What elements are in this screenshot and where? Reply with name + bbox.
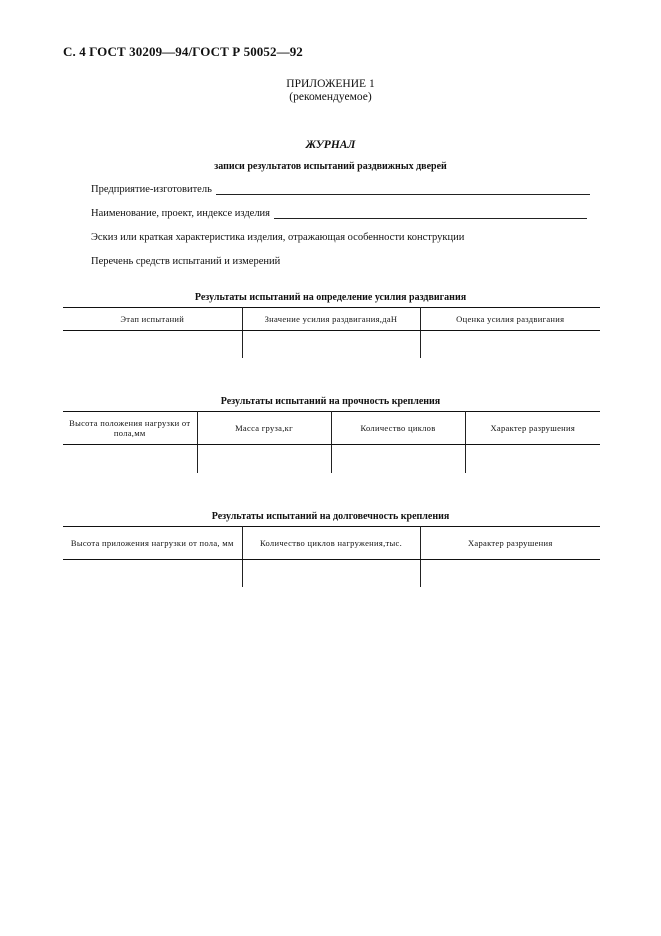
table-header-cell: Характер разрушения <box>420 527 600 560</box>
table1-title: Результаты испытаний на определение усилия раздвигания <box>194 292 467 303</box>
appendix-note: (рекомендуемое) <box>289 91 372 103</box>
table-mount-strength <box>63 411 600 473</box>
journal-subtitle: записи результатов испытаний раздвижных дверей <box>214 161 447 172</box>
table-cell <box>242 331 420 358</box>
field-product-line <box>274 207 587 219</box>
table-header-cell: Количество циклов нагружения,тыс. <box>242 527 420 560</box>
table-opening-force <box>63 307 600 358</box>
field-product <box>91 207 587 219</box>
field-sketch <box>91 232 464 243</box>
journal-title: ЖУРНАЛ <box>305 139 356 151</box>
table-row <box>63 445 600 473</box>
appendix-title: ПРИЛОЖЕНИЕ 1 <box>286 78 375 90</box>
table-header-cell: Масса груза,кг <box>197 412 331 445</box>
table-cell <box>465 445 600 473</box>
table2-title: Результаты испытаний на прочность крепления <box>220 396 441 407</box>
table-header-row <box>63 412 600 445</box>
table-cell <box>197 445 331 473</box>
table-cell <box>63 331 242 358</box>
table-header-cell: Характер разрушения <box>465 412 600 445</box>
field-manufacturer-label: Предприятие-изготовитель <box>91 184 212 195</box>
table-row <box>63 560 600 587</box>
table-row <box>63 331 600 358</box>
table-cell <box>63 560 242 587</box>
table-cell <box>420 331 600 358</box>
table-cell <box>242 560 420 587</box>
table-header-cell: Количество циклов <box>331 412 465 445</box>
field-instruments-label: Перечень средств испытаний и измерений <box>91 256 281 267</box>
table-cell <box>63 445 197 473</box>
table-header-row <box>63 308 600 331</box>
appendix-block <box>0 78 661 104</box>
table-header-row <box>63 527 600 560</box>
field-manufacturer-line <box>216 183 590 195</box>
table3-title: Результаты испытаний на долговечность крепления <box>211 511 450 522</box>
field-sketch-label: Эскиз или краткая характеристика изделия, отражающая особенности конструкции <box>91 232 465 243</box>
table-cell <box>420 560 600 587</box>
table-header-cell: Оценка усилия раздвигания <box>420 308 600 331</box>
field-instruments <box>91 256 280 267</box>
table-header-cell: Этап испытаний <box>63 308 242 331</box>
table-header-cell: Высота приложения нагрузки от пола, мм <box>63 527 242 560</box>
table-mount-durability <box>63 526 600 587</box>
field-manufacturer <box>91 183 590 195</box>
table-header-cell: Высота положения нагрузки от пола,мм <box>63 412 197 445</box>
table-cell <box>331 445 465 473</box>
field-product-label: Наименование, проект, индексе изделия <box>91 208 271 219</box>
page-header: С. 4 ГОСТ 30209—94/ГОСТ Р 50052—92 <box>63 44 303 59</box>
table-header-cell: Значение усилия раздвигания,даН <box>242 308 420 331</box>
